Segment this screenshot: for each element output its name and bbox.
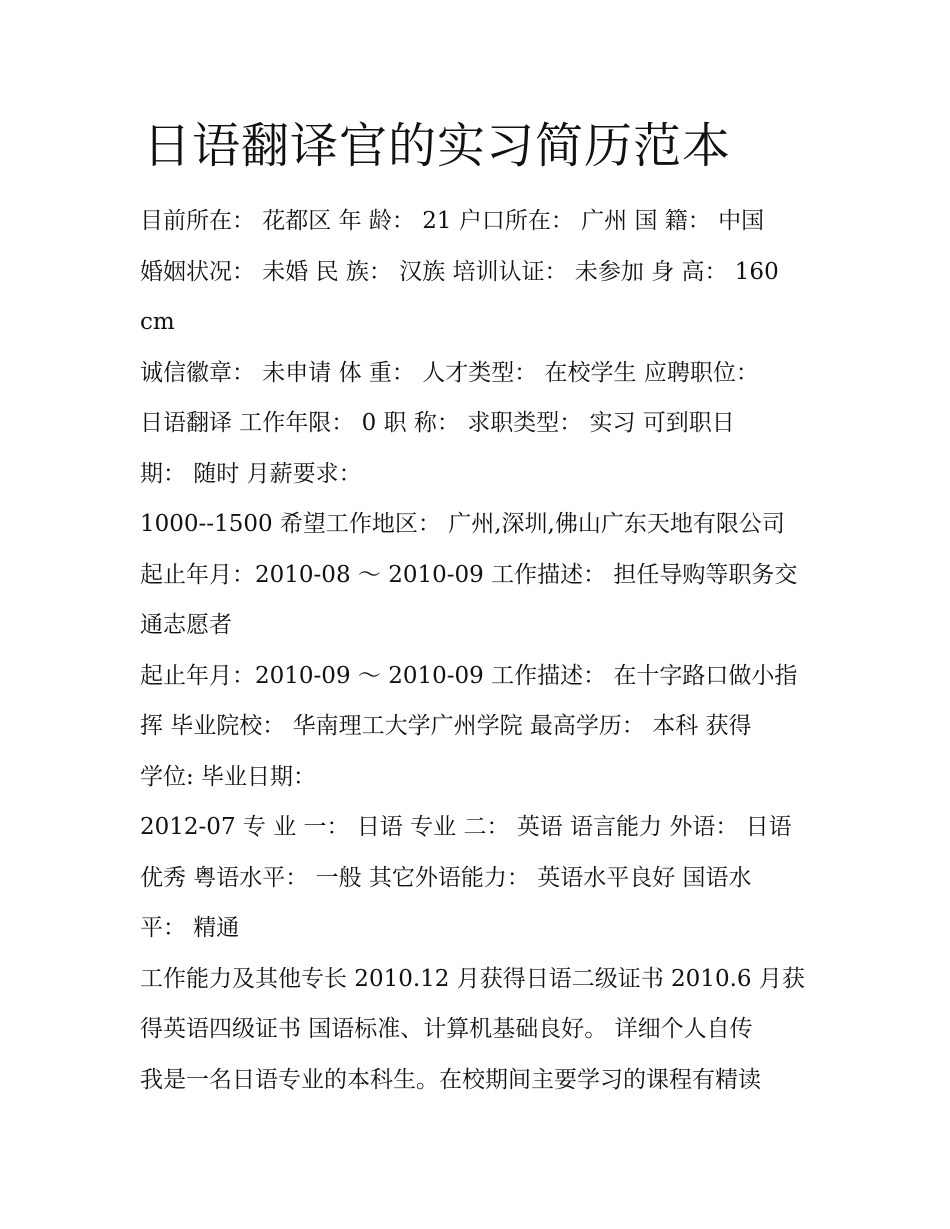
body-line: 目前所在： 花都区 年 龄： 21 户口所在： 广州 国 籍： 中国 [140,208,765,234]
document-title: 日语翻译官的实习简历范本 [143,118,732,174]
body-line: 挥 毕业院校： 华南理工大学广州学院 最高学历： 本科 获得 [140,713,752,739]
body-line: 1000--1500 希望工作地区： 广州,深圳,佛山广东天地有限公司 [140,511,785,537]
document-body [140,196,820,1105]
body-line: 起止年月：2010-08 ～ 2010-09 工作描述： 担任导购等职务交 [140,561,798,588]
body-line: 工作能力及其他专长 2010.12 月获得日语二级证书 2010.6 月获 [140,965,805,992]
body-line: 通志愿者 [140,612,232,638]
body-line: 我是一名日语专业的本科生。在校期间主要学习的课程有精读 [140,1066,761,1093]
body-line: 2012-07 专 业 一： 日语 专业 二： 英语 语言能力 外语： 日语 [140,814,792,840]
body-line: 婚姻状况： 未婚 民 族： 汉族 培训认证： 未参加 身 高： 160 [140,258,779,285]
body-line: 优秀 粤语水平： 一般 其它外语能力： 英语水平良好 国语水 [140,864,752,891]
body-line: 平： 精通 [140,915,240,941]
body-line: 日语翻译 工作年限： 0 职 称： 求职类型： 实习 可到职日 [140,410,735,436]
body-line: 期： 随时 月薪要求： [140,460,362,487]
body-line: cm [140,309,175,335]
body-line: 学位: 毕业日期： [140,763,317,790]
body-line: 得英语四级证书 国语标准、计算机基础良好。 详细个人自传 [140,1016,753,1042]
body-line: 诚信徽章： 未申请 体 重： 人才类型： 在校学生 应聘职位： [140,359,759,386]
body-line: 起止年月：2010-09 ～ 2010-09 工作描述： 在十字路口做小指 [140,662,798,689]
